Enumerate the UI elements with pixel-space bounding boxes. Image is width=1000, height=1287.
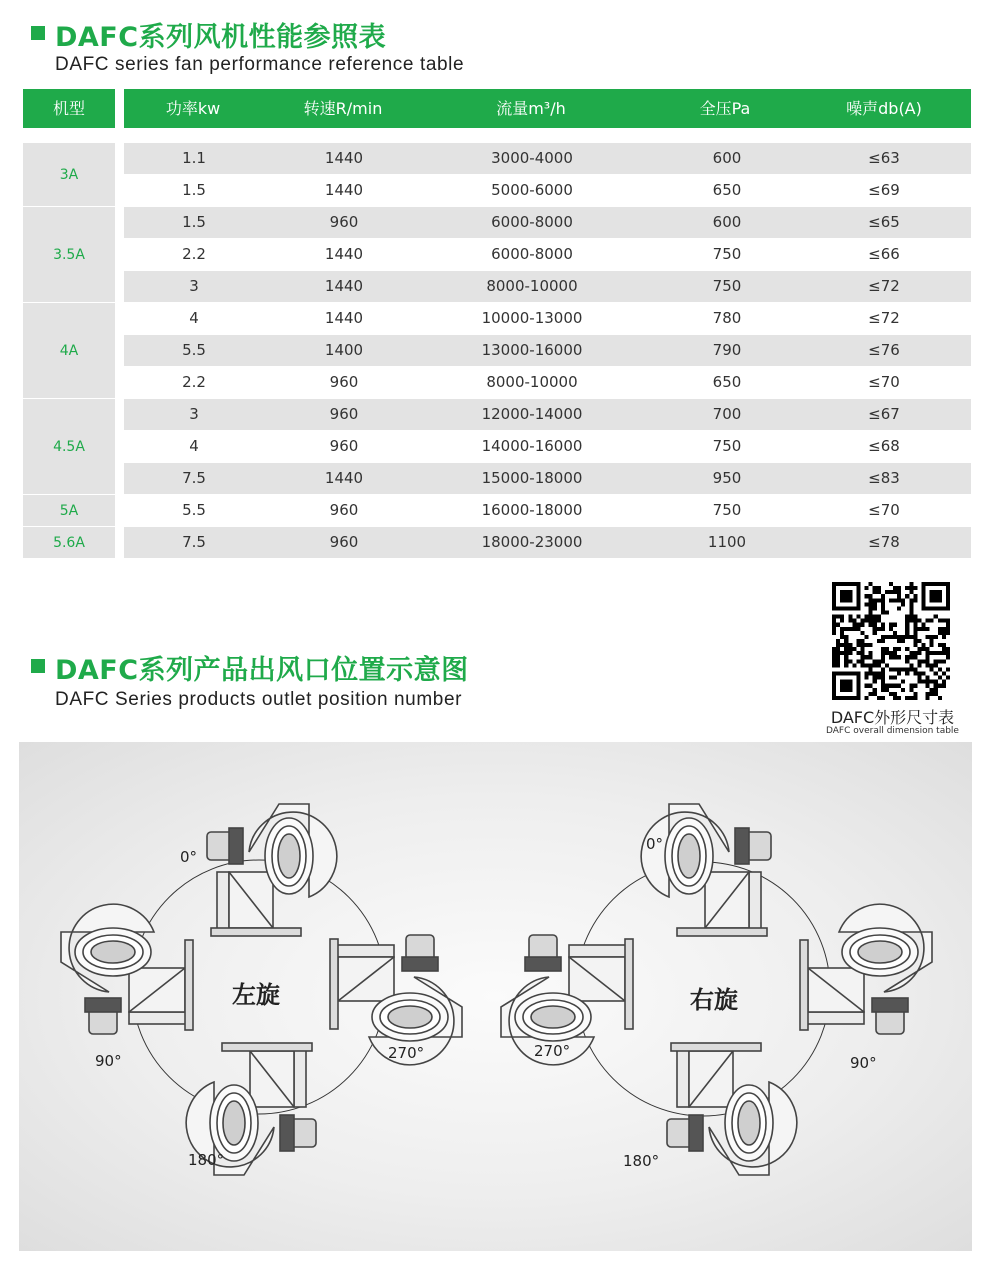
cell-noise: ≤76 [868, 341, 900, 359]
right-rotation-label: 右旋 [690, 986, 738, 1014]
cell-power: 5.5 [182, 501, 206, 519]
cell-pressure: 950 [712, 469, 742, 487]
cell-noise: ≤63 [868, 149, 900, 167]
cell-pressure: 750 [712, 501, 742, 519]
cell-noise: ≤72 [868, 277, 900, 295]
cell-noise: ≤78 [868, 533, 900, 551]
section1-title-en: DAFC series fan performance reference table [55, 54, 465, 75]
cell-power: 4 [189, 309, 199, 327]
cell-power: 7.5 [182, 469, 206, 487]
cell-power: 1.5 [182, 181, 206, 199]
cell-speed: 960 [329, 405, 359, 423]
model-cell: 5A [23, 495, 115, 526]
cell-flow: 14000-16000 [481, 437, 583, 455]
cell-pressure: 790 [712, 341, 742, 359]
cell-pressure: 750 [712, 437, 742, 455]
header-speed: 转速R/min [303, 99, 383, 118]
cell-pressure: 1100 [707, 533, 747, 551]
qr-code-icon[interactable] [832, 582, 950, 700]
diagram-drawing [19, 742, 972, 1251]
cell-pressure: 650 [712, 181, 742, 199]
cell-power: 1.5 [182, 213, 206, 231]
cell-speed: 960 [329, 533, 359, 551]
model-cell: 4A [23, 303, 115, 398]
fan-left-90deg [61, 904, 193, 1034]
cell-pressure: 650 [712, 373, 742, 391]
right-deg-270: 270° [534, 1042, 571, 1060]
cell-speed: 1440 [324, 277, 364, 295]
cell-speed: 960 [329, 437, 359, 455]
cell-flow: 6000-8000 [491, 213, 573, 231]
cell-noise: ≤66 [868, 245, 900, 263]
cell-noise: ≤68 [868, 437, 900, 455]
cell-speed: 1440 [324, 309, 364, 327]
cell-flow: 15000-18000 [481, 469, 583, 487]
cell-power: 2.2 [182, 373, 206, 391]
cell-noise: ≤69 [868, 181, 900, 199]
section2-title-en: DAFC Series products outlet position number [55, 689, 463, 710]
fan-right-0deg [641, 804, 771, 936]
cell-flow: 3000-4000 [491, 149, 573, 167]
right-deg-90: 90° [850, 1054, 877, 1072]
cell-noise: ≤70 [868, 501, 900, 519]
cell-noise: ≤83 [868, 469, 900, 487]
cell-flow: 16000-18000 [481, 501, 583, 519]
cell-pressure: 750 [712, 277, 742, 295]
header-power: 功率kw [165, 99, 221, 118]
title-bullet-1 [31, 26, 45, 40]
cell-power: 2.2 [182, 245, 206, 263]
left-deg-0: 0° [180, 848, 198, 866]
model-cell: 3.5A [23, 207, 115, 302]
model-cell: 5.6A [23, 527, 115, 558]
cell-pressure: 600 [712, 213, 742, 231]
left-deg-90: 90° [95, 1052, 122, 1070]
section2-title-cn: DAFC系列产品出风口位置示意图 [55, 655, 469, 686]
title-bullet-2 [31, 659, 45, 673]
cell-speed: 960 [329, 213, 359, 231]
left-rotation-label: 左旋 [232, 981, 280, 1009]
header-noise: 噪声db(A) [846, 99, 922, 118]
right-deg-180: 180° [623, 1152, 660, 1170]
cell-power: 3 [189, 277, 199, 295]
left-deg-180: 180° [188, 1151, 225, 1169]
qr-caption-cn: DAFC外形尺寸表 [830, 708, 955, 727]
cell-flow: 10000-13000 [481, 309, 583, 327]
cell-noise: ≤72 [868, 309, 900, 327]
cell-speed: 1440 [324, 469, 364, 487]
cell-pressure: 780 [712, 309, 742, 327]
header-model: 机型 [52, 99, 85, 118]
cell-speed: 1400 [324, 341, 364, 359]
right-deg-0: 0° [646, 835, 664, 853]
qr-caption-en: DAFC overall dimension table [826, 726, 959, 736]
cell-speed: 960 [329, 501, 359, 519]
cell-power: 3 [189, 405, 199, 423]
model-cell: 4.5A [23, 399, 115, 494]
cell-power: 1.1 [182, 149, 206, 167]
cell-flow: 5000-6000 [491, 181, 573, 199]
section1-title-cn: DAFC系列风机性能参照表 [55, 22, 387, 53]
cell-power: 5.5 [182, 341, 206, 359]
cell-flow: 18000-23000 [481, 533, 583, 551]
cell-power: 4 [189, 437, 199, 455]
cell-flow: 8000-10000 [486, 373, 578, 391]
cell-speed: 1440 [324, 149, 364, 167]
fan-right-90deg [800, 904, 932, 1034]
cell-speed: 960 [329, 373, 359, 391]
cell-flow: 12000-14000 [481, 405, 583, 423]
cell-noise: ≤70 [868, 373, 900, 391]
left-deg-270: 270° [388, 1044, 425, 1062]
cell-speed: 1440 [324, 245, 364, 263]
cell-noise: ≤65 [868, 213, 900, 231]
cell-pressure: 750 [712, 245, 742, 263]
cell-noise: ≤67 [868, 405, 900, 423]
cell-power: 7.5 [182, 533, 206, 551]
outlet-position-diagram [19, 742, 972, 1251]
cell-flow: 13000-16000 [481, 341, 583, 359]
cell-flow: 8000-10000 [486, 277, 578, 295]
fan-left-0deg [207, 804, 337, 936]
cell-flow: 6000-8000 [491, 245, 573, 263]
header-flow: 流量m³/h [496, 99, 566, 118]
model-cell: 3A [23, 143, 115, 206]
header-pressure: 全压Pa [699, 99, 751, 118]
fan-right-180deg [667, 1043, 797, 1175]
cell-speed: 1440 [324, 181, 364, 199]
cell-pressure: 600 [712, 149, 742, 167]
cell-pressure: 700 [712, 405, 742, 423]
